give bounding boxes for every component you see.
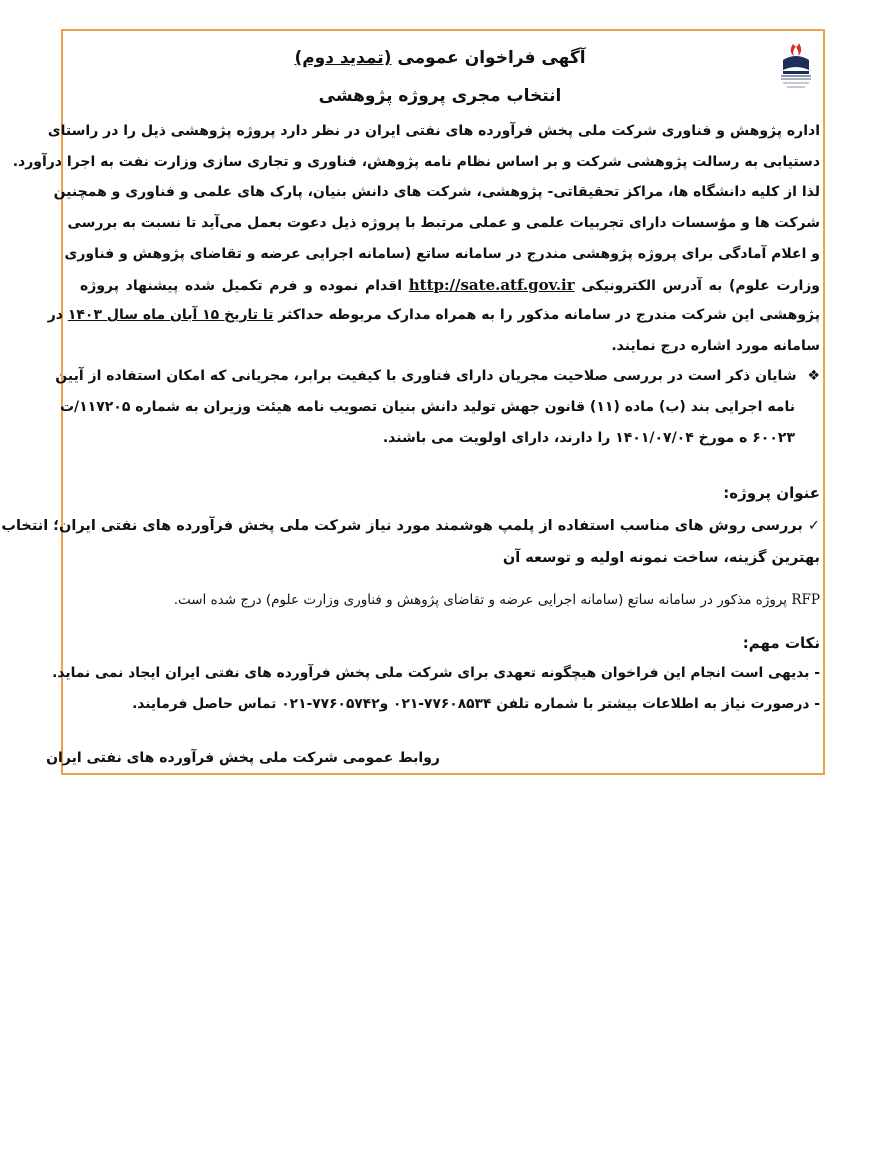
body-line-5: و اعلام آمادگی برای پروژه پژوهشی مندرج در سامانه ساتع (سامانه اجرایی عرضه و تقاضای پژوهش و فناوری	[64, 246, 820, 262]
body-line-7a: پژوهشی این شرکت مندرج در سامانه مذکور را به همراه مدارک مربوطه حداکثر	[278, 307, 820, 323]
bullet-line-1	[55, 368, 820, 384]
body-line-6b: اقدام نموده و فرم تکمیل شده پیشنهاد پروژه	[80, 278, 403, 294]
sate-website-link[interactable]: http://sate.atf.gov.ir	[408, 276, 575, 294]
rfp-code: RFP	[791, 592, 820, 608]
body-line-1: اداره پژوهش و فناوری شرکت ملی پخش فرآورده های نفتی ایران در نظر دارد پروژه پژوهشی ذیل را در راستای	[47, 123, 820, 139]
body-line-4: شرکت ها و مؤسسات دارای تجربیات علمی و عملی مرتبط با پروژه ذیل دعوت بعمل می‌آید تا نسبت به بررسی	[67, 215, 820, 231]
title-extension: (تمدید دوم)	[294, 48, 392, 68]
project-title-1: بررسی روش های مناسب استفاده از پلمپ هوشمند مورد نیاز شرکت ملی پخش فرآورده های نفتی ایران؛ انتخاب	[1, 518, 803, 534]
bullet-line-3: ۶۰۰۲۳ ه مورخ ۱۴۰۱/۰۷/۰۴ را دارند، دارای اولویت می باشند.	[382, 430, 795, 446]
deadline-date: تا تاریخ ۱۵ آبان ماه سال ۱۴۰۳	[67, 307, 274, 323]
project-heading: عنوان پروژه:	[723, 484, 820, 502]
note-2: - درصورت نیاز به اطلاعات بیشتر با شماره تلفن ۷۷۶۰۸۵۳۴-۰۲۱ و۷۷۶۰۵۷۴۲-۰۲۱ تماس حاصل فرمایند.	[132, 696, 820, 712]
body-line-3: لذا از کلیه دانشگاه ها، مراکز تحقیقاتی- پژوهشی، شرکت های دانش بنیان، پارک های علمی و فناوری و همچنین	[53, 184, 820, 200]
bullet-text-1: شایان ذکر است در بررسی صلاحیت مجریان دارای فناوری با کیفیت برابر، مجریانی که امکان استفاده از آیین	[55, 368, 797, 384]
rfp-text: پروژه مذکور در سامانه ساتع (سامانه اجرایی عرضه و تقاضای پژوهش و فناوری وزارت علوم) درج شده است.	[173, 592, 788, 608]
note-1: - بدیهی است انجام این فراخوان هیچگونه تعهدی برای شرکت ملی پخش فرآورده های نفتی ایران ایجاد نمی نماید.	[52, 665, 820, 681]
body-line-8: سامانه مورد اشاره درج نمایند.	[611, 338, 820, 354]
notice-subtitle: انتخاب مجری پروژه پژوهشی	[318, 86, 562, 106]
body-line-7b: در	[47, 307, 63, 323]
body-line-6a: وزارت علوم) به آدرس الکترونیکی	[581, 278, 821, 294]
body-line-6	[80, 276, 820, 294]
notes-heading: نکات مهم:	[742, 634, 820, 652]
checkmark-icon: ✓	[807, 518, 820, 534]
project-title-line-1	[1, 518, 820, 534]
project-title-line-2: بهترین گزینه، ساخت نمونه اولیه و توسعه آن	[502, 550, 820, 566]
rfp-note	[110, 592, 820, 608]
diamond-bullet-icon: ❖	[807, 368, 820, 384]
body-line-2: دستیابی به رسالت پژوهشی شرکت و بر اساس نظام نامه پژوهش، فناوری و تجاری سازی وزارت نفت به اجرا درآورد.	[12, 154, 820, 170]
title-main: آگهی فراخوان عمومی	[397, 48, 586, 68]
signature: روابط عمومی شرکت ملی پخش فرآورده های نفتی ایران	[46, 750, 440, 766]
nioc-logo-icon	[775, 40, 817, 94]
bullet-line-2: نامه اجرایی بند (ب) ماده (۱۱) قانون جهش تولید دانش بنیان تصویب نامه هیئت وزیران به شماره ۱۱۷۲۰۵/ت	[59, 399, 795, 415]
notice-title	[120, 48, 760, 68]
body-line-7	[47, 307, 820, 323]
